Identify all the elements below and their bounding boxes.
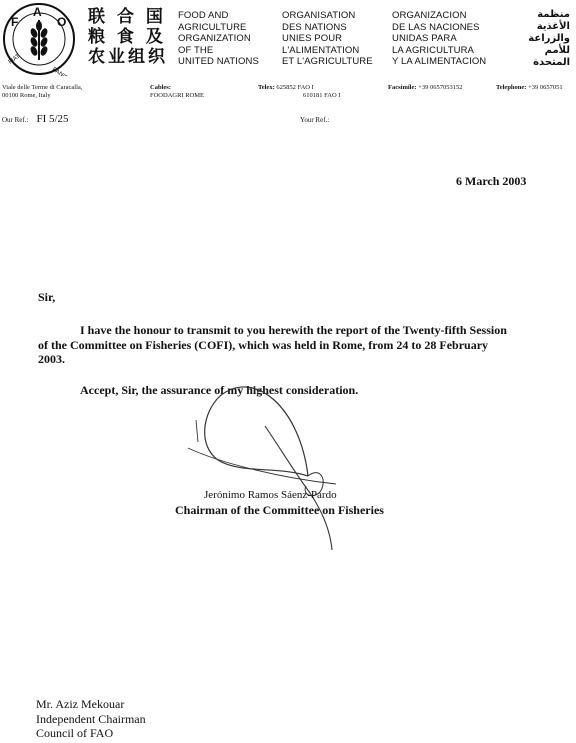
english-line: FOOD AND bbox=[178, 10, 229, 21]
letter-body bbox=[38, 323, 538, 367]
recipient-line: Mr. Aziz Mekouar bbox=[36, 697, 125, 711]
letterhead-english bbox=[178, 10, 259, 68]
letterhead-chinese bbox=[88, 7, 168, 67]
spanish-line: LA AGRICULTURA bbox=[392, 44, 474, 56]
svg-text:FIAT: FIAT bbox=[7, 53, 22, 66]
chinese-line: 农业组织 bbox=[88, 47, 168, 67]
facsimile-value: +39 0657053152 bbox=[418, 84, 463, 91]
body-line: of the Committee on Fisheries (COFI), which was held in Rome, from 24 to 28 February bbox=[38, 337, 489, 352]
arabic-line: الأغذية bbox=[536, 21, 570, 32]
facsimile bbox=[388, 84, 462, 92]
english-line: ORGANIZATION bbox=[178, 33, 251, 44]
recipient-block bbox=[36, 697, 146, 741]
signatory-name: Jerónimo Ramos Sáenz-Pardo bbox=[204, 489, 337, 501]
telephone-value: +39 0657051 bbox=[528, 84, 563, 91]
telephone bbox=[496, 84, 563, 92]
telex-line: 610181 FAO I bbox=[303, 92, 341, 99]
letterhead-arabic bbox=[500, 9, 570, 69]
telephone-label: Telephone: bbox=[496, 84, 527, 91]
our-ref-value: FI 5/25 bbox=[36, 113, 69, 125]
our-ref bbox=[2, 109, 69, 127]
telex bbox=[258, 84, 340, 100]
closing: Accept, Sir, the assurance of my highest consideration. bbox=[80, 383, 359, 397]
body-line: I have the honour to transmit to you herewith the report of the Twenty-fifth Session bbox=[80, 323, 507, 337]
cables-value: FOODAGRI ROME bbox=[150, 92, 204, 99]
your-ref-label: Your Ref.: bbox=[300, 116, 330, 124]
chinese-line: 粮 食 及 bbox=[88, 27, 166, 47]
recipient-line: Independent Chairman bbox=[36, 711, 146, 726]
body-line: 2003. bbox=[38, 352, 65, 366]
chinese-line: 联 合 国 bbox=[88, 7, 166, 27]
svg-text:O: O bbox=[57, 15, 67, 29]
french-line: L'ALIMENTATION bbox=[282, 44, 360, 56]
address bbox=[2, 84, 82, 100]
french-line: ET L'AGRICULTURE bbox=[282, 56, 373, 67]
address-line: Viale delle Terme di Caracalla, bbox=[2, 84, 83, 91]
telex-label: Telex: bbox=[258, 84, 275, 91]
recipient-line: Council of FAO bbox=[36, 726, 114, 740]
spanish-line: UNIDAS PARA bbox=[392, 33, 457, 44]
letterhead-french bbox=[282, 10, 373, 68]
letter-date: 6 March 2003 bbox=[456, 174, 527, 188]
spanish-line: ORGANIZACION bbox=[392, 10, 467, 21]
spanish-line: Y LA ALIMENTACION bbox=[392, 56, 487, 67]
svg-text:PANIS: PANIS bbox=[50, 66, 69, 76]
french-line: ORGANISATION bbox=[282, 10, 356, 21]
letterhead-spanish bbox=[392, 10, 486, 68]
signatory-title: Chairman of the Committee on Fisheries bbox=[175, 503, 384, 517]
svg-text:F: F bbox=[11, 15, 19, 29]
english-line: OF THE bbox=[178, 44, 214, 56]
arabic-line: منظمة bbox=[537, 9, 570, 20]
signature-icon bbox=[160, 368, 360, 558]
french-line: DES NATIONS bbox=[282, 21, 347, 33]
cables bbox=[150, 84, 204, 100]
arabic-line: للأمم bbox=[544, 45, 570, 56]
fao-emblem-icon bbox=[2, 2, 76, 76]
salutation: Sir, bbox=[38, 290, 56, 304]
spanish-line: DE LAS NACIONES bbox=[392, 21, 480, 33]
fao-logo bbox=[2, 2, 76, 76]
cables-label: Cables: bbox=[150, 84, 171, 91]
our-ref-label: Our Ref.: bbox=[2, 116, 29, 124]
address-line: 00100 Rome, Italy bbox=[2, 92, 51, 99]
facsimile-label: Facsimile: bbox=[388, 84, 417, 91]
telex-line: 625852 FAO I bbox=[276, 84, 314, 91]
french-line: UNIES POUR bbox=[282, 33, 343, 44]
english-line: UNITED NATIONS bbox=[178, 56, 259, 67]
arabic-line: المتحدة bbox=[533, 57, 570, 68]
handwritten-signature bbox=[160, 368, 360, 558]
svg-text:A: A bbox=[33, 5, 42, 19]
english-line: AGRICULTURE bbox=[178, 21, 247, 33]
arabic-line: والزراعة bbox=[528, 33, 570, 44]
